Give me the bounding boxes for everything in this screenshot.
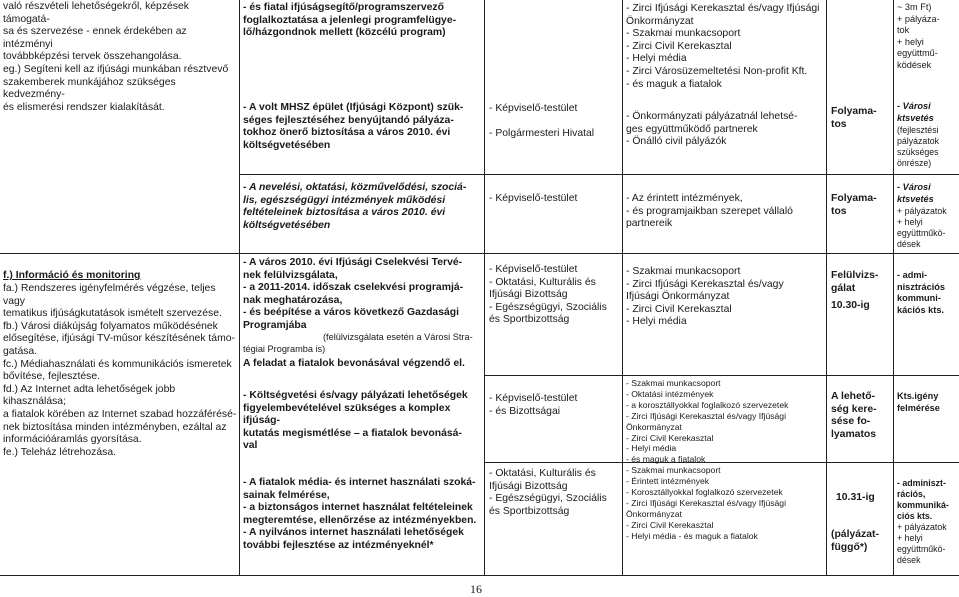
table-divider [893, 0, 894, 575]
table-divider [622, 0, 623, 575]
task-cell: - Költségvetési és/vagy pályázati lehetőségek figyelembevételével szükséges a komplex ifjúság- kutatás megismétlése – a fiatalok bevonásá- val [243, 390, 468, 452]
cost-cell: - Városi ktsvetés [897, 101, 934, 123]
deadline-cell: A lehető- ség kere- sése fo- lyamatos [831, 391, 877, 440]
task-note: (felülvizsgálata esetén a Városi Stra- tégiai Programba is) [243, 332, 473, 354]
table-divider [239, 0, 240, 575]
task-cell: - A nevelési, oktatási, közművelődési, szociá- lis, egészségügyi intézmények működési feltételeinek biztosítása a város 2010. évi költségvetésében [243, 182, 467, 231]
page-number: 16 [470, 582, 482, 596]
deadline-cell: Folyama- tos [831, 106, 877, 130]
section-body: fa.) Rendszeres igényfelmérés végzése, teljes vagy tematikus ifjúságkutatások ismételt szervezése. fb.) Városi diákújság folyamatos működésének elősegítése, ifjúsági TV-műsor készítésének támo- gatása. fc.) Médiahasználati és kommunikációs ismeretek bővítése, fejlesztése. fd.) Az Internet adta lehetőségek jobb kihasználása; a fiatalok körében az Internet szabad hozzáférésé- nek biztosítása minden intézményben, ezáltal az információáramlás gyorsítása. fe.) Teleház létrehozása. [3, 283, 237, 458]
table-divider [0, 575, 959, 576]
table-divider [484, 375, 959, 376]
responsible-cell: - Képviselő-testület [489, 193, 578, 204]
table-divider [484, 0, 485, 575]
cost-cell: Kts.igény felmérése [897, 391, 940, 413]
cost-cell: - adminiszt- rációs, kommuniká- ciós kts. [897, 478, 949, 521]
cost-cell: - Városi ktsvetés [897, 182, 934, 204]
objectives-text: való részvételi lehetőségekről, képzések támogatá- sa és szervezése - ennek érdekében az intézményi továbbképzési tervek összehangolása. eg.) Segíteni kell az ifjúsági munkában résztvevő szakemberek munkájához szükséges kedvezmény- és elismerési rendszer kialakítását. [3, 1, 229, 113]
cost-cell: + pályázatok + helyi együttműkö- dések [897, 522, 947, 565]
partners-cell: - Szakmai munkacsoport - Zirci Ifjúsági Kerekasztal és/vagy Ifjúsági Önkormányzat - Zirci Civil Kerekasztal - Helyi média [626, 266, 784, 328]
responsible-cell: - Képviselő-testület - és Bizottságai [489, 393, 578, 417]
deadline-cell: 10.31-ig [836, 492, 875, 503]
table-divider [826, 0, 827, 575]
partners-cell: - Önkormányzati pályázatnál lehetsé- ges együttműködő partnerek - Önálló civil pályázók [626, 111, 798, 148]
deadline-cell: Folyama- tos [831, 193, 877, 217]
deadline-cell: 10.30-ig [831, 300, 870, 311]
task-cell: - A fiatalok média- és internet használati szoká- sainak felmérése, - a biztonságos internet használat feltételeinek megteremtése, ellenőrzése az intézményekben. - A nyilvános internet használati lehetőségek további fejlesztése az intézményeknél* [243, 477, 477, 551]
responsible-cell: - Képviselő-testület - Oktatási, Kulturális és Ifjúsági Bizottság - Egészségügyi, Szociális és Sportbizottság [489, 264, 607, 326]
task-cell: - A város 2010. évi Ifjúsági Cselekvési Tervé- nek felülvizsgálata, - a 2011-2014. időszak cselekvési programjá- nak meghatározása, - és beépítése a város következő Gazdasági Programjába [243, 257, 464, 331]
cost-cell: + pályázatok + helyi együttműkö- dések [897, 206, 947, 249]
cost-cell: (fejlesztési pályázatok szükséges önrésze) [897, 125, 940, 168]
partners-cell: - Zirci Ifjúsági Kerekasztal és/vagy Ifjúsági Önkormányzat - Szakmai munkacsoport - Zirci Civil Kerekasztal - Helyi média - Zirci Városüzemeltetési Non-profit Kft. - és maguk a fiatalok [626, 3, 820, 90]
cost-cell: - admi- nisztrációs kommuni- kációs kts. [897, 270, 945, 315]
partners-cell: - Az érintett intézmények, - és programjaikban szerepet vállaló partnereik [626, 193, 793, 230]
table-divider [0, 253, 959, 254]
section-title: f.) Információ és monitoring [3, 270, 141, 281]
deadline-cell: Felülvizs- gálat [831, 270, 879, 294]
task-cell: A feladat a fiatalok bevonásával végzendő el. [243, 358, 465, 369]
task-cell: - és fiatal ifjúságsegítő/programszervező foglalkoztatása a jelenlegi programfelügye- lő/házgondnok mellett (közcélú program) [243, 2, 457, 39]
responsible-cell: - Képviselő-testület - Polgármesteri Hivatal [489, 103, 595, 140]
cost-cell: ~ 3m Ft) + pályáza- tok + helyi együttmű- ködések [897, 2, 940, 70]
task-cell: - A volt MHSZ épület (Ifjúsági Központ) szük- séges fejlesztéséhez benyújtandó pályáza- tokhoz önerő biztosítása a város 2010. évi költségvetésében [243, 102, 464, 151]
responsible-cell: - Oktatási, Kulturális és Ifjúsági Bizottság - Egészségügyi, Szociális és Sportbizottság [489, 468, 607, 517]
deadline-cell: (pályázat- függő*) [831, 529, 879, 553]
table-divider [239, 174, 959, 175]
partners-cell: - Szakmai munkacsoport - Oktatási intézmények - a korosztállyokkal foglalkozó szervezetek - Zirci Ifjúsági Kerekasztal és/vagy Ifjúsági Önkormányzat - Zirci Civil Kerekasztal - Helyi média - és maguk a fiatalok - Szakmai munkacsoport - Érintett intézmények - Korosztállyokkal foglalkozó szervezetek - Zirci Ifjúsági Kerekasztal és/vagy Ifjúsági Önkormányzat - Zirci Civil Kerekasztal - Helyi média - és maguk a fiatalok [626, 378, 789, 541]
